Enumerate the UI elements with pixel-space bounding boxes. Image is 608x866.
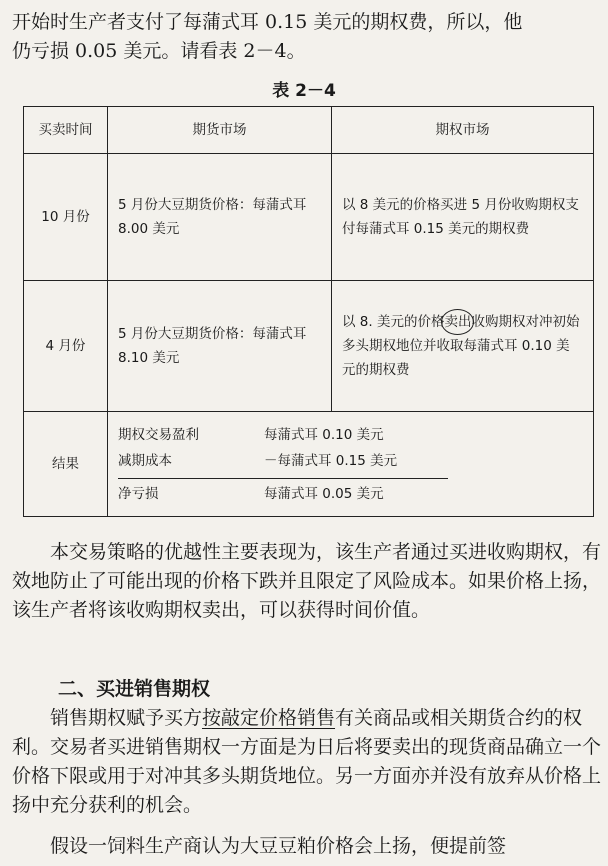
row-time: 10 月份 — [24, 154, 108, 281]
table-row — [24, 281, 594, 412]
header-options: 期权市场 — [332, 107, 594, 154]
result-line — [118, 422, 583, 448]
table-header-row — [24, 107, 594, 154]
comparison-table — [23, 106, 594, 517]
row-futures: 5 月份大豆期货价格：每蒲式耳 8.10 美元 — [108, 281, 332, 412]
result-net-line — [118, 481, 583, 507]
section-paragraph-after: 有关商品或相关期货合约的权利。交易者买进销售期权一方面是为日后将要卖出的现货商品确立一个价格下限或用于对冲其多头期货地位。另一方面亦并没有放弃从价格上扬中充分获利的机会。 — [12, 707, 602, 816]
result-label: 结果 — [24, 412, 108, 517]
options-text-after: 收购期权对冲初始多头期权地位并收取每蒲式耳 0.10 美元的期权费 — [342, 314, 580, 378]
section-heading: 二、买进销售期权 — [58, 678, 211, 700]
header-time: 买卖时间 — [24, 107, 108, 154]
row-futures: 5 月份大豆期货价格：每蒲式耳 8.00 美元 — [108, 154, 332, 281]
result-line — [118, 448, 583, 474]
row-options — [332, 281, 594, 412]
result-line-label: 期权交易盈利 — [118, 426, 199, 443]
top-paragraph-line1: 开始时生产者支付了每蒲式耳 0.15 美元的期权费，所以，他 — [12, 11, 523, 33]
result-line-label: 减期成本 — [118, 452, 172, 469]
underlined-phrase: 按敲定价格销售 — [202, 707, 336, 729]
circled-mark: 卖出 — [441, 309, 474, 335]
table-caption: 表 2－4 — [272, 81, 336, 101]
last-paragraph: 假设一饲料生产商认为大豆豆粕价格会上扬，便提前签 — [12, 835, 507, 857]
row-time: 4 月份 — [24, 281, 108, 412]
net-loss-label: 净亏损 — [118, 485, 159, 502]
header-futures: 期货市场 — [108, 107, 332, 154]
top-paragraph-line2: 仍亏损 0.05 美元。请看表 2－4。 — [12, 40, 306, 62]
result-divider — [118, 478, 448, 479]
result-line-value: －每蒲式耳 0.15 美元 — [264, 452, 398, 469]
section-paragraph — [12, 704, 602, 820]
top-paragraph — [12, 8, 602, 66]
body-paragraph: 本交易策略的优越性主要表现为，该生产者通过买进收购期权，有效地防止了可能出现的价格下跌并且限定了风险成本。如果价格上扬，该生产者将该收购期权卖出，可以获得时间价值。 — [12, 541, 602, 621]
net-loss-value: 每蒲式耳 0.05 美元 — [264, 485, 384, 502]
options-text-before: 以 8. 美元的价格 — [342, 314, 445, 330]
table-row — [24, 154, 594, 281]
result-line-value: 每蒲式耳 0.10 美元 — [264, 426, 384, 443]
row-options: 以 8 美元的价格买进 5 月份收购期权支付每蒲式耳 0.15 美元的期权费 — [332, 154, 594, 281]
section-paragraph-before: 销售期权赋予买方 — [12, 707, 203, 729]
result-cell — [108, 412, 594, 517]
table-result-row — [24, 412, 594, 517]
